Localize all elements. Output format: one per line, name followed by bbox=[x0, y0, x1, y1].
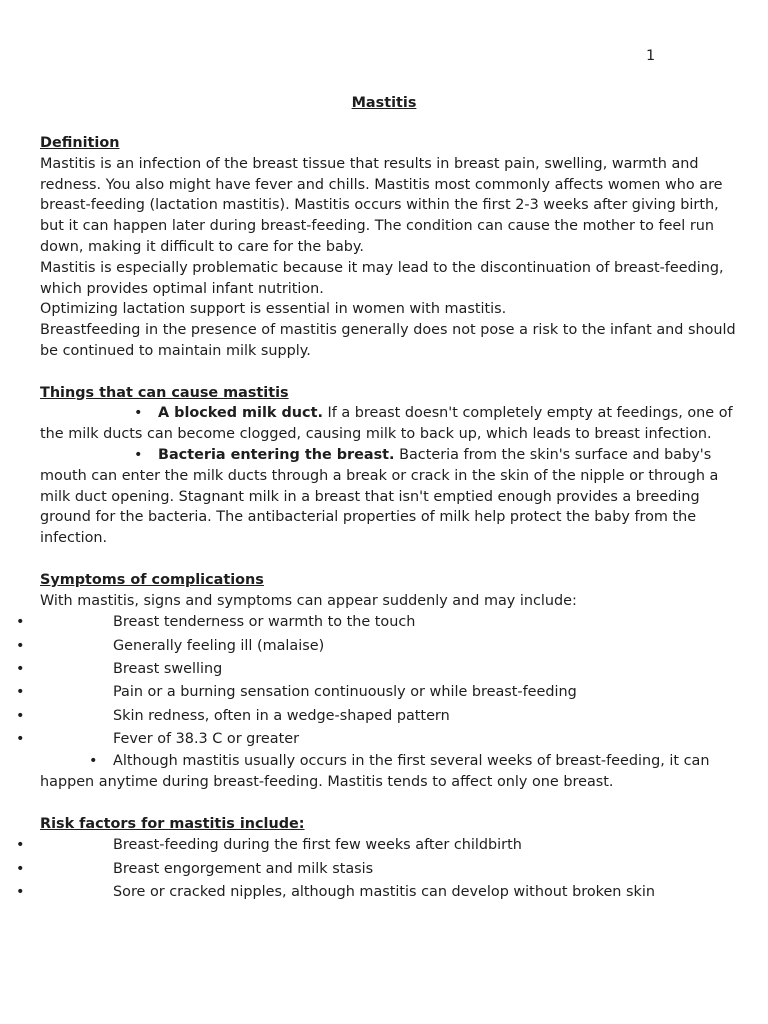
spacer bbox=[40, 549, 736, 570]
spacer bbox=[40, 793, 736, 814]
symptom-text: Breast swelling bbox=[113, 660, 223, 677]
cause-item-title: Bacteria entering the breast. bbox=[158, 446, 395, 463]
bullet-icon: • bbox=[16, 860, 25, 877]
symptom-item bbox=[40, 751, 736, 793]
page-title: Mastitis bbox=[351, 95, 417, 111]
cause-item bbox=[40, 403, 736, 445]
symptom-text: Pain or a burning sensation continuously or while breast-feeding bbox=[113, 684, 577, 701]
symptom-item bbox=[16, 635, 736, 658]
risk-factor-item bbox=[16, 834, 736, 857]
bullet-icon: • bbox=[134, 405, 143, 422]
risk-factors-heading: Risk factors for mastitis include: bbox=[40, 815, 305, 832]
bullet-icon: • bbox=[16, 837, 25, 854]
definition-paragraph-4: Breastfeeding in the presence of mastitis generally does not pose a risk to the infant and should be continued to maintain milk supply. bbox=[40, 322, 736, 359]
bullet-icon: • bbox=[16, 637, 25, 654]
bullet-icon: • bbox=[16, 614, 25, 631]
bullet-icon: • bbox=[89, 753, 98, 770]
risk-factor-text: Breast-feeding during the first few weeks after childbirth bbox=[113, 837, 522, 854]
cause-item-text: If a breast doesn't completely empty at feedings, one of the milk ducts can become clogged, causing milk to back up, which leads to breast infection. bbox=[40, 405, 733, 443]
bullet-icon: • bbox=[134, 446, 143, 463]
risk-factor-text: Sore or cracked nipples, although mastitis can develop without broken skin bbox=[113, 883, 655, 900]
definition-heading: Definition bbox=[40, 135, 120, 151]
risk-factor-text: Breast engorgement and milk stasis bbox=[113, 860, 374, 877]
symptom-item bbox=[16, 705, 736, 728]
definition-paragraph-3: Optimizing lactation support is essential in women with mastitis. bbox=[40, 301, 507, 318]
symptom-item bbox=[16, 658, 736, 681]
symptom-text: Breast tenderness or warmth to the touch bbox=[113, 614, 416, 631]
risk-factor-item bbox=[16, 858, 736, 881]
bullet-icon: • bbox=[16, 883, 25, 900]
symptom-item bbox=[16, 728, 736, 751]
risk-factor-item bbox=[16, 881, 736, 904]
symptom-text: Although mastitis usually occurs in the first several weeks of breast-feeding, it can happen anytime during breast-feeding. Mastitis tends to affect only one breast. bbox=[40, 753, 710, 790]
cause-item-title: A blocked milk duct. bbox=[158, 405, 323, 422]
document-content bbox=[16, 133, 736, 904]
causes-heading: Things that can cause mastitis bbox=[40, 384, 289, 401]
symptom-item bbox=[16, 681, 736, 704]
bullet-icon: • bbox=[16, 730, 25, 747]
page-number: 1 bbox=[646, 48, 656, 64]
symptoms-intro: With mastitis, signs and symptoms can appear suddenly and may include: bbox=[40, 592, 577, 609]
symptom-text: Skin redness, often in a wedge-shaped pattern bbox=[113, 707, 450, 724]
definition-paragraph-1: Mastitis is an infection of the breast tissue that results in breast pain, swelling, warmth and redness. You also might have fever and chills. Mastitis most commonly affects women who are breast-feeding (lactation mastitis). Mastitis occurs within the first 2-3 weeks after giving birth, but it can happen later during breast-feeding. The condition can cause the mother to feel run down, making it difficult to care for the baby. bbox=[40, 155, 723, 255]
bullet-icon: • bbox=[16, 660, 25, 677]
definition-paragraph-2: Mastitis is especially problematic because it may lead to the discontinuation of breast-feeding, which provides optimal infant nutrition. bbox=[40, 259, 724, 297]
bullet-icon: • bbox=[16, 684, 25, 701]
symptoms-heading: Symptoms of complications bbox=[40, 571, 264, 588]
bullet-icon: • bbox=[16, 707, 25, 724]
symptom-text: Generally feeling ill (malaise) bbox=[113, 637, 325, 654]
symptom-text: Fever of 38.3 C or greater bbox=[113, 730, 300, 747]
symptom-item bbox=[16, 611, 736, 634]
cause-item-text: Bacteria from the skin's surface and baby's mouth can enter the milk ducts through a break or crack in the skin of the nipple or through a milk duct opening. Stagnant milk in a breast that isn't emptied enough provides a breeding ground for the bacteria. The antibacterial properties of milk help protect the baby from the infection. bbox=[40, 446, 719, 547]
spacer bbox=[40, 362, 736, 383]
cause-item bbox=[40, 445, 736, 549]
